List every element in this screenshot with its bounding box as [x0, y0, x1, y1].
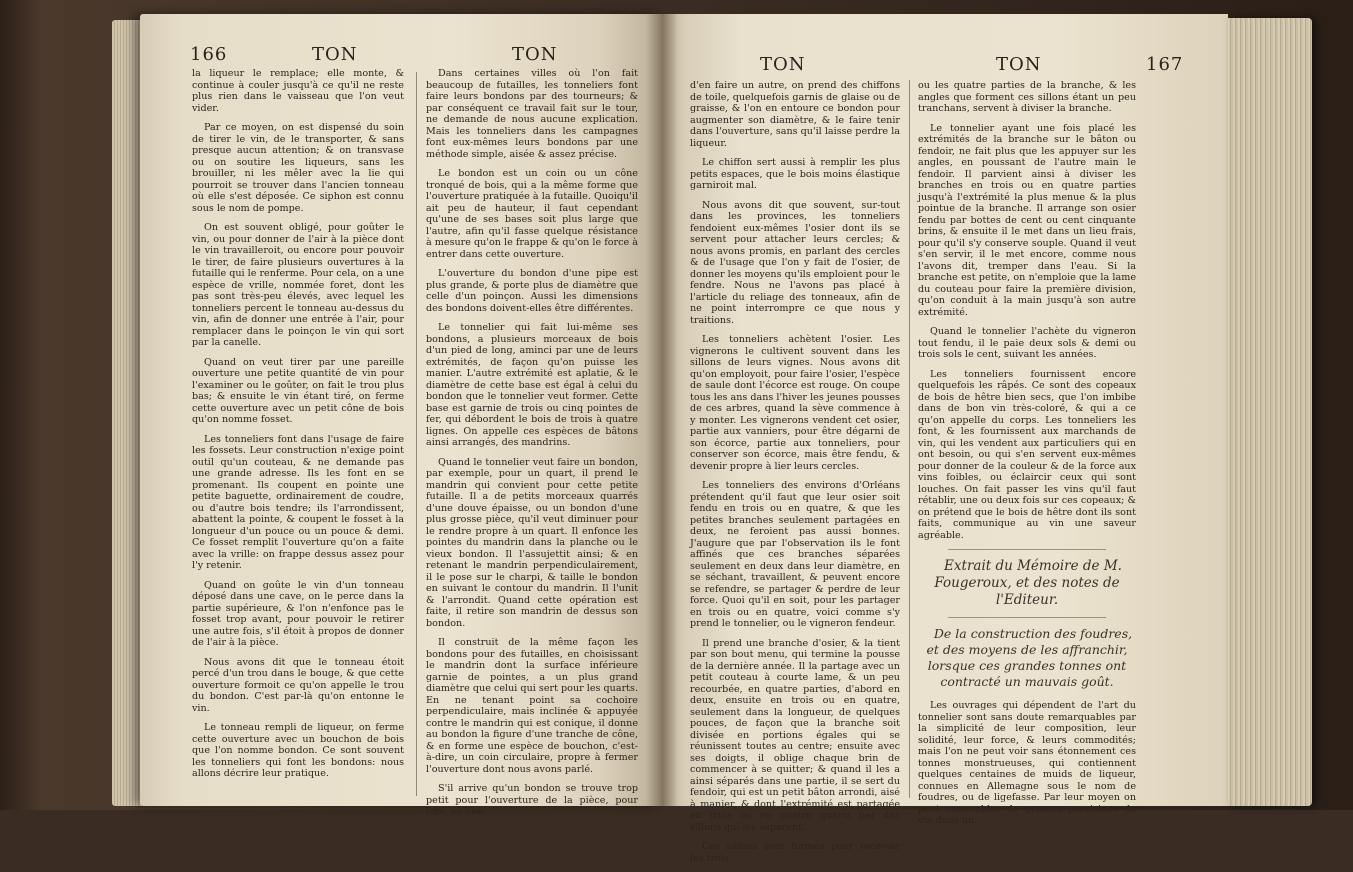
paragraph: Les tonneliers font dans l'usage de faire les fossets. Leur construction n'exige point outil qu'un couteau, & ne demande pas une grande adresse. Ils les font en se promenant. Ils coupent en pointe une petite baguette, ordinairement de coudre, ou d'autre bois tendre; ils l'arrondissent, abattent la pointe, & coupent le fosset à la longueur d'un pouce ou un pouce & demi. Ce fosset remplit l'ouverture qu'on a faite avec la vrille: on frappe dessus assez pour l'y retenir. — [192, 433, 404, 571]
paragraph: Quand le tonnelier veut faire un bondon, par exemple, pour un quart, il prend le mandrin qui convient pour cette petite futaille. Il a de petits morceaux quarrés d'une douve épaisse, ou un bondon d'une plus grosse pièce, qu'il veut diminuer pour le rendre propre à un quart. Il enfonce les pointes du mandrin dans la planche ou le vieux bondon. Il l'assujettit ainsi; & en retenant le mandrin perpendiculairement, il le pose sur le charpi, & taille le bondon en suivant le contour du mandrin. Il l'unit & l'arrondit. Quand cette opération est faite, il retire son mandrin de dessus son bondon. — [426, 456, 638, 629]
paragraph: Quand le tonnelier l'achète du vigneron tout fendu, il le paie deux sols & demi ou trois sols le cent, suivant les années. — [918, 326, 1136, 360]
paragraph: Ces sillons sont formés pour recevoir les trois — [690, 841, 900, 864]
paragraph: d'en faire un autre, on prend des chiffons de toile, quelquefois garnis de glaise ou de graisse, & l'on en entoure ce bondon pour augmenter son diamètre, & le faire tenir dans l'ouverture, sans qu'il laisse perdre la liqueur. — [690, 80, 900, 149]
title-divider — [948, 617, 1106, 618]
right-running-head-2: TON — [996, 54, 1042, 75]
paragraph: Les tonneliers achètent l'osier. Les vignerons le cultivent souvent dans les sillons de leurs vignes. Nous avons dit qu'on employoit, pour faire l'osier, l'espèce de saule dont l'écorce est rouge. On coupe tous les ans dans l'hiver les jeunes pousses de ces arbres, quand la sève commence à y monter. Les vignerons vendent cet osier, partie aux vanniers, pour être dégarni de son écorce, partie aux tonneliers, pour conserver son écorce, mais être fendu, & devenir propre à lier leurs cercles. — [690, 334, 900, 472]
paragraph: Nous avons dit que le tonneau étoit percé d'un trou dans le bouge, & que cette ouverture formoit ce qu'on appelle le trou du bondon. C'est par-là qu'on entonne le vin. — [192, 656, 404, 714]
section-divider — [948, 549, 1106, 550]
paragraph: Quand on veut tirer par une pareille ouverture une petite quantité de vin pour l'examiner ou le goûter, on fait le trou plus bas; & ensuite le vin étant tiré, on ferme cette ouverture avec un petit cône de bois qu'on nomme fosset. — [192, 356, 404, 425]
left-page-number: 166 — [190, 44, 228, 65]
left-page-column-2 — [426, 68, 638, 826]
section-title-block — [918, 558, 1136, 690]
right-page-number: 167 — [1146, 54, 1184, 75]
paragraph: ou les quatre parties de la branche, & les angles que forment ces sillons étant un peu tranchans, servent à diviser la branche. — [918, 80, 1136, 114]
paragraph: S'il arrive qu'un bondon se trouve trop petit pour l'ouverture de la pièce, pour lors, au lieu — [426, 783, 638, 817]
paragraph: Le tonnelier qui fait lui-même ses bondons, a plusieurs morceaux de bois d'un pied de long, aminci par une de leurs extrémités, de façon qu'on puisse les manier. L'autre extrémité est aplatie, & le diamètre de cette base est égal à celui du bondon que le tonnelier veut former. Cette base est garnie de trois ou cinq pointes de fer, qui débordent le bois de trois à quatre lignes. On appelle ces espèces de bâtons ainsi arrangés, des mandrins. — [426, 322, 638, 448]
paragraph: Les tonneliers des environs d'Orléans prétendent qu'il faut que leur osier soit fendu en trois ou en quatre, & que les petites branches seulement partagées en deux, ne feroient pas aussi bonnes. J'augure que par l'observation ils le font affinés que ces branches séparées seulement en deux dans leur diamètre, en se séchant, travaillent, & peuvent encore se refendre, se partager & perdre de leur force. Quoi qu'il en soit, pour les partager en trois ou en quatre, voici comme s'y prend le tonnelier, ou le vigneron fendeur. — [690, 480, 900, 629]
paragraph: L'ouverture du bondon d'une pipe est plus grande, & porte plus de diamètre que celle d'un poinçon. Aussi les dimensions des bondons doivent-elles être différentes. — [426, 268, 638, 314]
paragraph: la liqueur le remplace; elle monte, & continue à couler jusqu'à ce qu'il ne reste plus rien dans le vaisseau que l'on veut vider. — [192, 68, 404, 114]
right-page-column-1 — [690, 80, 900, 872]
paragraph: Il construit de la même façon les bondons pour des futailles, en choisissant le mandrin dont la surface inférieure garnie de pointes, a un plus grand diamètre que celui qui sert pour les quarts. En ne tenant point sa cochoire perpendiculaire, mais inclinée & appuyée contre le mandrin qui est conique, il donne au bondon la figure d'une tranche de cône, & en forme une espèce de bouchon, c'est-à-dire, un coin circulaire, propre à fermer l'ouverture dont nous avons parlé. — [426, 637, 638, 775]
paragraph: Le chiffon sert aussi à remplir les plus petits espaces, que le bois moins élastique garniroit mal. — [690, 157, 900, 191]
left-running-head-2: TON — [512, 44, 558, 65]
left-running-head-1: TON — [312, 44, 358, 65]
paragraph: Le bondon est un coin ou un cône tronqué de bois, qui a la même forme que l'ouverture pratiquée à la futaille. Quoiqu'il ait peu de hauteur, il faut cependant qu'une de ses bases soit plus large que l'autre, afin qu'il fasse quelque résistance à mesure qu'on le frappe & qu'on le force à entrer dans cette ouverture. — [426, 168, 638, 260]
paragraph: Le tonnelier ayant une fois placé les extrémités de la branche sur le bâton ou fendoir, ne fait plus que les appuyer sur les angles, en poussant de l'autre main le fendoir. Il parvient ainsi à diviser les branches en trois ou en quatre parties jusqu'à l'extrémité la plus menue & la plus pointue de la branche. Il arrange son osier fendu par bottes de cent ou cent cinquante brins, & ensuite il le met dans un lieu frais, pour qu'il s'y conserve souple. Quand il veut s'en servir, il le met encore, comme nous l'avons dit, tremper dans l'eau. Si la branche est petite, on n'emploie que la lame du couteau pour faire la première division, qu'on conduit à la main jusqu'à son autre extrémité. — [918, 122, 1136, 318]
paragraph: Par ce moyen, on est dispensé du soin de tirer le vin, de le transporter, & sans presque aucun attention; & on transvase ou on soutire les liqueurs, sans les brouiller, ni les mêler avec la lie qui pourroit se trouver dans l'ancien tonneau où elle s'est déposée. Ce siphon est connu sous le nom de pompe. — [192, 122, 404, 214]
paragraph: Les ouvrages qui dépendent de l'art du tonnelier sont sans doute remarquables par la simplicité de leur composition, leur solidité, leur force, & leurs commodités; mais l'on ne peut voir sans étonnement ces tonnes monstrueuses, qui contiennent quelques centaines de muids de liqueur, connues en Allemagne sous le nom de foudres, ou de ligefasse. Par leur moyen on peut rassembler de grosses provisions de vin dans un — [918, 700, 1136, 826]
book-gutter — [646, 14, 678, 806]
right-column-rule — [909, 80, 910, 798]
left-column-rule — [416, 72, 417, 796]
right-running-head-1: TON — [760, 54, 806, 75]
paragraph: Il prend une branche d'osier, & la tient par son bout menu, qui termine la pousse de la dernière année. Il la partage avec un petit couteau à courte lame, & un peu recourbée, en quatre parties, d'abord en deux, ensuite en trois ou en quatre, seulement dans la longueur, de quelques pouces, de façon que la branche soit divisée en portions égales qui se réunissent toutes au centre; ensuite avec ses doigts, il oblige chaque brin de commencer à se quitter; & quand il les a ainsi séparés dans une partie, il se sert du fendoir, qui est un petit bâton arrondi, aisé à manier, & dont l'extrémité est partagée en trois ou en quatre quarts par des sillons qui les séparent. — [690, 637, 900, 833]
left-page-column-1 — [192, 68, 404, 788]
page-edges-left — [112, 20, 142, 806]
paragraph: Nous avons dit que souvent, sur-tout dans les provinces, les tonneliers fendoient eux-mêmes l'osier dont ils se servent pour attacher leurs cercles; & nous avons promis, en parlant des cercles & de l'usage que l'on y fait de l'osier, de donner les moyens qu'ils emploient pour le fendre. Nous ne l'avons pas placé à l'article du reliage des tonneaux, afin de ne point interrompre ce que nous y traitions. — [690, 199, 900, 326]
paragraph: Le tonneau rempli de liqueur, on ferme cette ouverture avec un bouchon de bois que l'on nomme bondon. Ce sont souvent les tonneliers qui font les bondons: nous allons décrire leur pratique. — [192, 722, 404, 779]
right-page-column-2 — [918, 80, 1136, 835]
section-title: Extrait du Mémoire de M. Fougeroux, et des notes de l'Editeur. — [934, 558, 1122, 608]
paragraph: Quand on goûte le vin d'un tonneau déposé dans une cave, on le perce dans la partie supérieure, & l'on n'enfonce pas le fosset trop avant, pour pouvoir le retirer une autre fois, s'il étoit à propos de donner de l'air à la pièce. — [192, 579, 404, 648]
paragraph: Dans certaines villes où l'on fait beaucoup de futailles, les tonneliers font faire leurs bondons par des tourneurs; & par conséquent ce travail fait sur le tour, ne demande de nous aucune explication. Mais les tonneliers dans les campagnes font eux-mêmes leurs bondons par une méthode simple, aisée & assez précise. — [426, 68, 638, 160]
paragraph: On est souvent obligé, pour goûter le vin, ou pour donner de l'air à la pièce dont le vin travailleroit, ou encore pour pouvoir le tirer, de faire plusieurs ouvertures à la futaille qui le renferme. Pour cela, on a une espèce de vrille, nommée foret, dont les pas sont très-peu élevés, avec lequel les tonneliers percent le tonneau au-dessus du vin, afin de donner une entrée à l'air, pour remplacer dans le poinçon le vin qui sort par la canelle. — [192, 222, 405, 348]
section-subtitle: De la construction des foudres, et des moyens de les affranchir, lorsque ces grandes tonnes ont contracté un mauvais goût. — [926, 626, 1133, 689]
page-edges-right — [1228, 18, 1312, 806]
paragraph: Les tonneliers fournissent encore quelquefois les râpés. Ce sont des copeaux de bois de hêtre bien secs, que l'on imbibe dans de bon vin très-coloré, & qui a ce qu'on appelle du corps. Les tonneliers les font, & les fournissent aux marchands de vin, qui les vendent aux particuliers qui en ont besoin, ou qui s'en servent eux-mêmes pour donner de la couleur & de la force aux vins foibles, ou éclaircir ceux qui sont louches. On fait passer les vins qu'il faut rétablir, une ou deux fois sur ces copeaux; & on prétend que le bois de hêtre dont ils sont faits, communique au vin une saveur agréable. — [918, 368, 1136, 541]
